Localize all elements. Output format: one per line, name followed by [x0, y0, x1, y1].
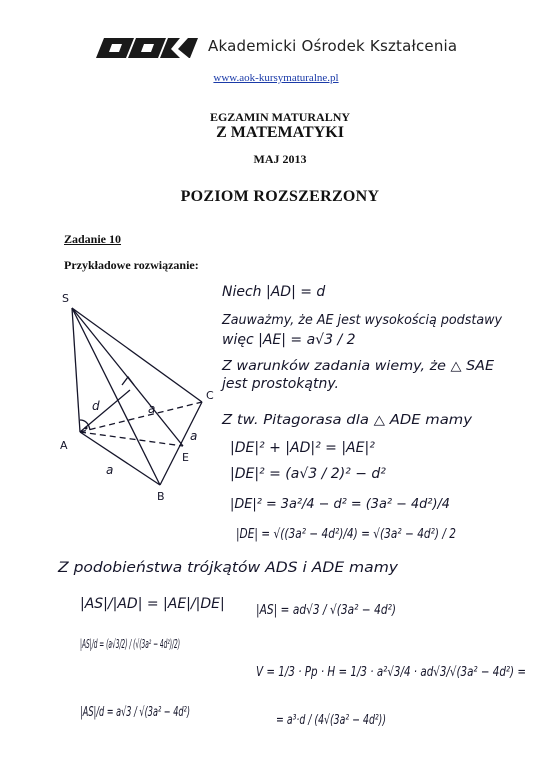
exam-title-line1: EGZAMIN MATURALNY [209, 110, 351, 124]
sol-line-8: |DE|² = (a√3 / 2)² − d² [230, 466, 386, 482]
sol-line-1: Niech |AD| = d [222, 284, 326, 300]
website-link[interactable]: www.aok-kursymaturalne.pl [213, 72, 339, 84]
label-A: A [60, 439, 68, 452]
label-C: C [206, 389, 214, 402]
label-a3: a [106, 463, 114, 477]
task-subtitle: Przykładowe rozwiązanie: [64, 258, 199, 272]
sol-line-14: |AS|/d = a√3 / √(3a² − 4d²) [80, 705, 190, 720]
exam-title-line2: Z MATEMATYKI [216, 124, 344, 141]
exam-date: MAJ 2013 [253, 152, 307, 166]
task-title: Zadanie 10 [64, 232, 122, 246]
organization-name: Akademicki Ośrodek Kształcenia [208, 37, 458, 55]
sol-line-13: |AS|/d = (a√3/2) / (√(3a² − 4d²)/2) [80, 637, 180, 651]
label-a2: a [190, 429, 198, 443]
label-B: B [157, 490, 165, 503]
label-d: d [92, 399, 100, 413]
sol-line-10: |DE| = √((3a² − 4d²)/4) = √(3a² − 4d²) / 2 [236, 527, 456, 542]
sol-line-17: = a³·d / (4√(3a² − 4d²)) [276, 713, 386, 728]
sol-line-7: |DE|² + |AD|² = |AE|² [230, 440, 375, 456]
exam-level: POZIOM ROZSZERZONY [180, 188, 380, 205]
sol-line-4: Z warunków zadania wiemy, że △ SAE [220, 359, 495, 374]
sol-line-2: Zauważmy, że AE jest wysokością podstawy [221, 313, 503, 328]
sol-line-5: jest prostokątny. [222, 376, 339, 392]
label-E: E [182, 451, 189, 464]
label-a1: a [148, 402, 156, 416]
sol-line-16: V = 1/3 · Pp · H = 1/3 · a²√3/4 · ad√3/√(3a² − 4d²) = [256, 665, 526, 680]
sol-line-11: Z podobieństwa trójkątów ADS i ADE mamy [56, 560, 399, 576]
sol-line-3: więc |AE| = a√3 / 2 [222, 332, 356, 348]
sol-line-12: |AS|/|AD| = |AE|/|DE| [80, 596, 225, 612]
sol-line-15: |AS| = ad√3 / √(3a² − 4d²) [256, 603, 396, 618]
label-S: S [62, 292, 69, 305]
sol-line-6: Z tw. Pitagorasa dla △ ADE mamy [220, 413, 473, 428]
sol-line-9: |DE|² = 3a²/4 − d² = (3a² − 4d²)/4 [230, 497, 450, 512]
